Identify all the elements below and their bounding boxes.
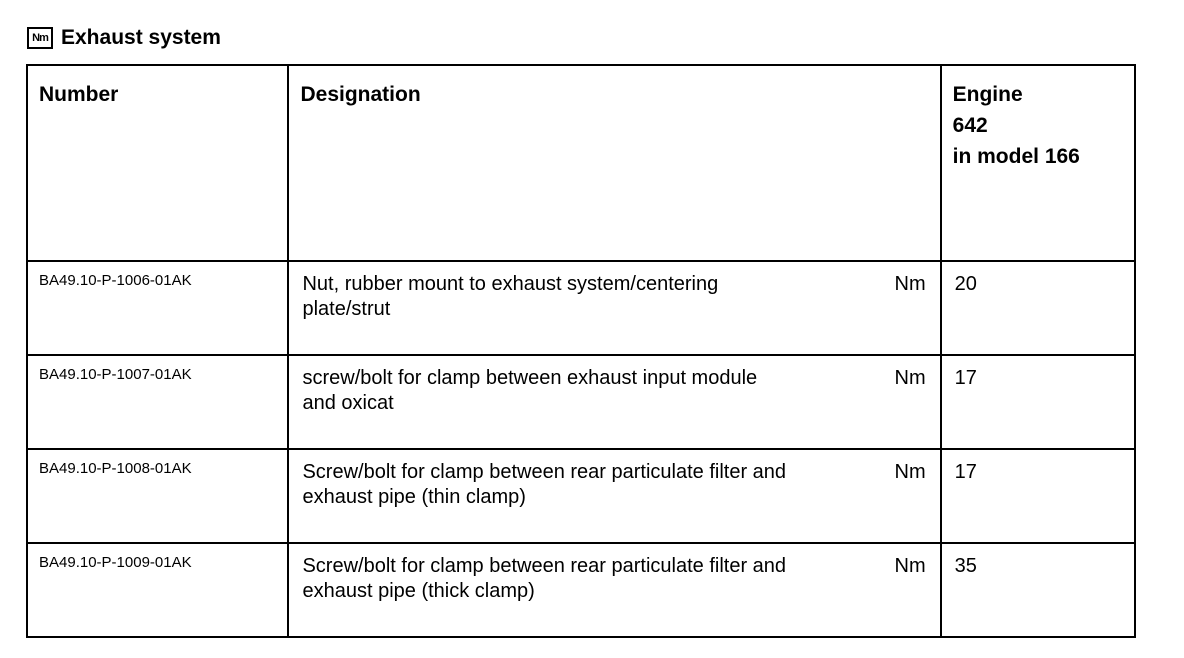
row-unit: Nm — [894, 367, 926, 389]
row-number: BA49.10-P-1009-01AK — [27, 543, 288, 637]
row-designation: Screw/bolt for clamp between rear particulate filter and exhaust pipe (thin clamp) — [302, 461, 787, 508]
row-designation-cell — [288, 543, 940, 637]
row-designation-cell — [288, 355, 940, 449]
row-designation: Nut, rubber mount to exhaust system/centering plate/strut — [302, 273, 719, 320]
page-title: Exhaust system — [61, 26, 221, 49]
engine-header-code: 642 — [952, 114, 988, 137]
table-row — [27, 449, 1135, 543]
row-designation-cell — [288, 261, 940, 355]
row-number: BA49.10-P-1008-01AK — [27, 449, 288, 543]
row-number: BA49.10-P-1006-01AK — [27, 261, 288, 355]
row-value: 17 — [941, 449, 1135, 543]
table-row — [27, 355, 1135, 449]
table-row — [27, 261, 1135, 355]
column-header-designation: Designation — [288, 65, 940, 261]
row-value: 20 — [941, 261, 1135, 355]
row-unit: Nm — [894, 461, 926, 483]
column-header-number: Number — [27, 65, 288, 261]
page-header — [27, 24, 221, 52]
row-designation: screw/bolt for clamp between exhaust input module and oxicat — [302, 367, 758, 414]
engine-header-label: Engine — [952, 83, 1023, 106]
row-value: 35 — [941, 543, 1135, 637]
torque-spec-table — [26, 64, 1136, 638]
column-header-engine — [941, 65, 1135, 261]
table-header-row — [27, 65, 1135, 261]
engine-header-model: in model 166 — [952, 145, 1080, 168]
row-designation: Screw/bolt for clamp between rear particulate filter and exhaust pipe (thick clamp) — [302, 555, 787, 602]
row-value: 17 — [941, 355, 1135, 449]
row-unit: Nm — [894, 555, 926, 577]
row-unit: Nm — [894, 273, 926, 295]
torque-nm-icon: Nm — [27, 27, 53, 49]
table-row — [27, 543, 1135, 637]
row-number: BA49.10-P-1007-01AK — [27, 355, 288, 449]
row-designation-cell — [288, 449, 940, 543]
